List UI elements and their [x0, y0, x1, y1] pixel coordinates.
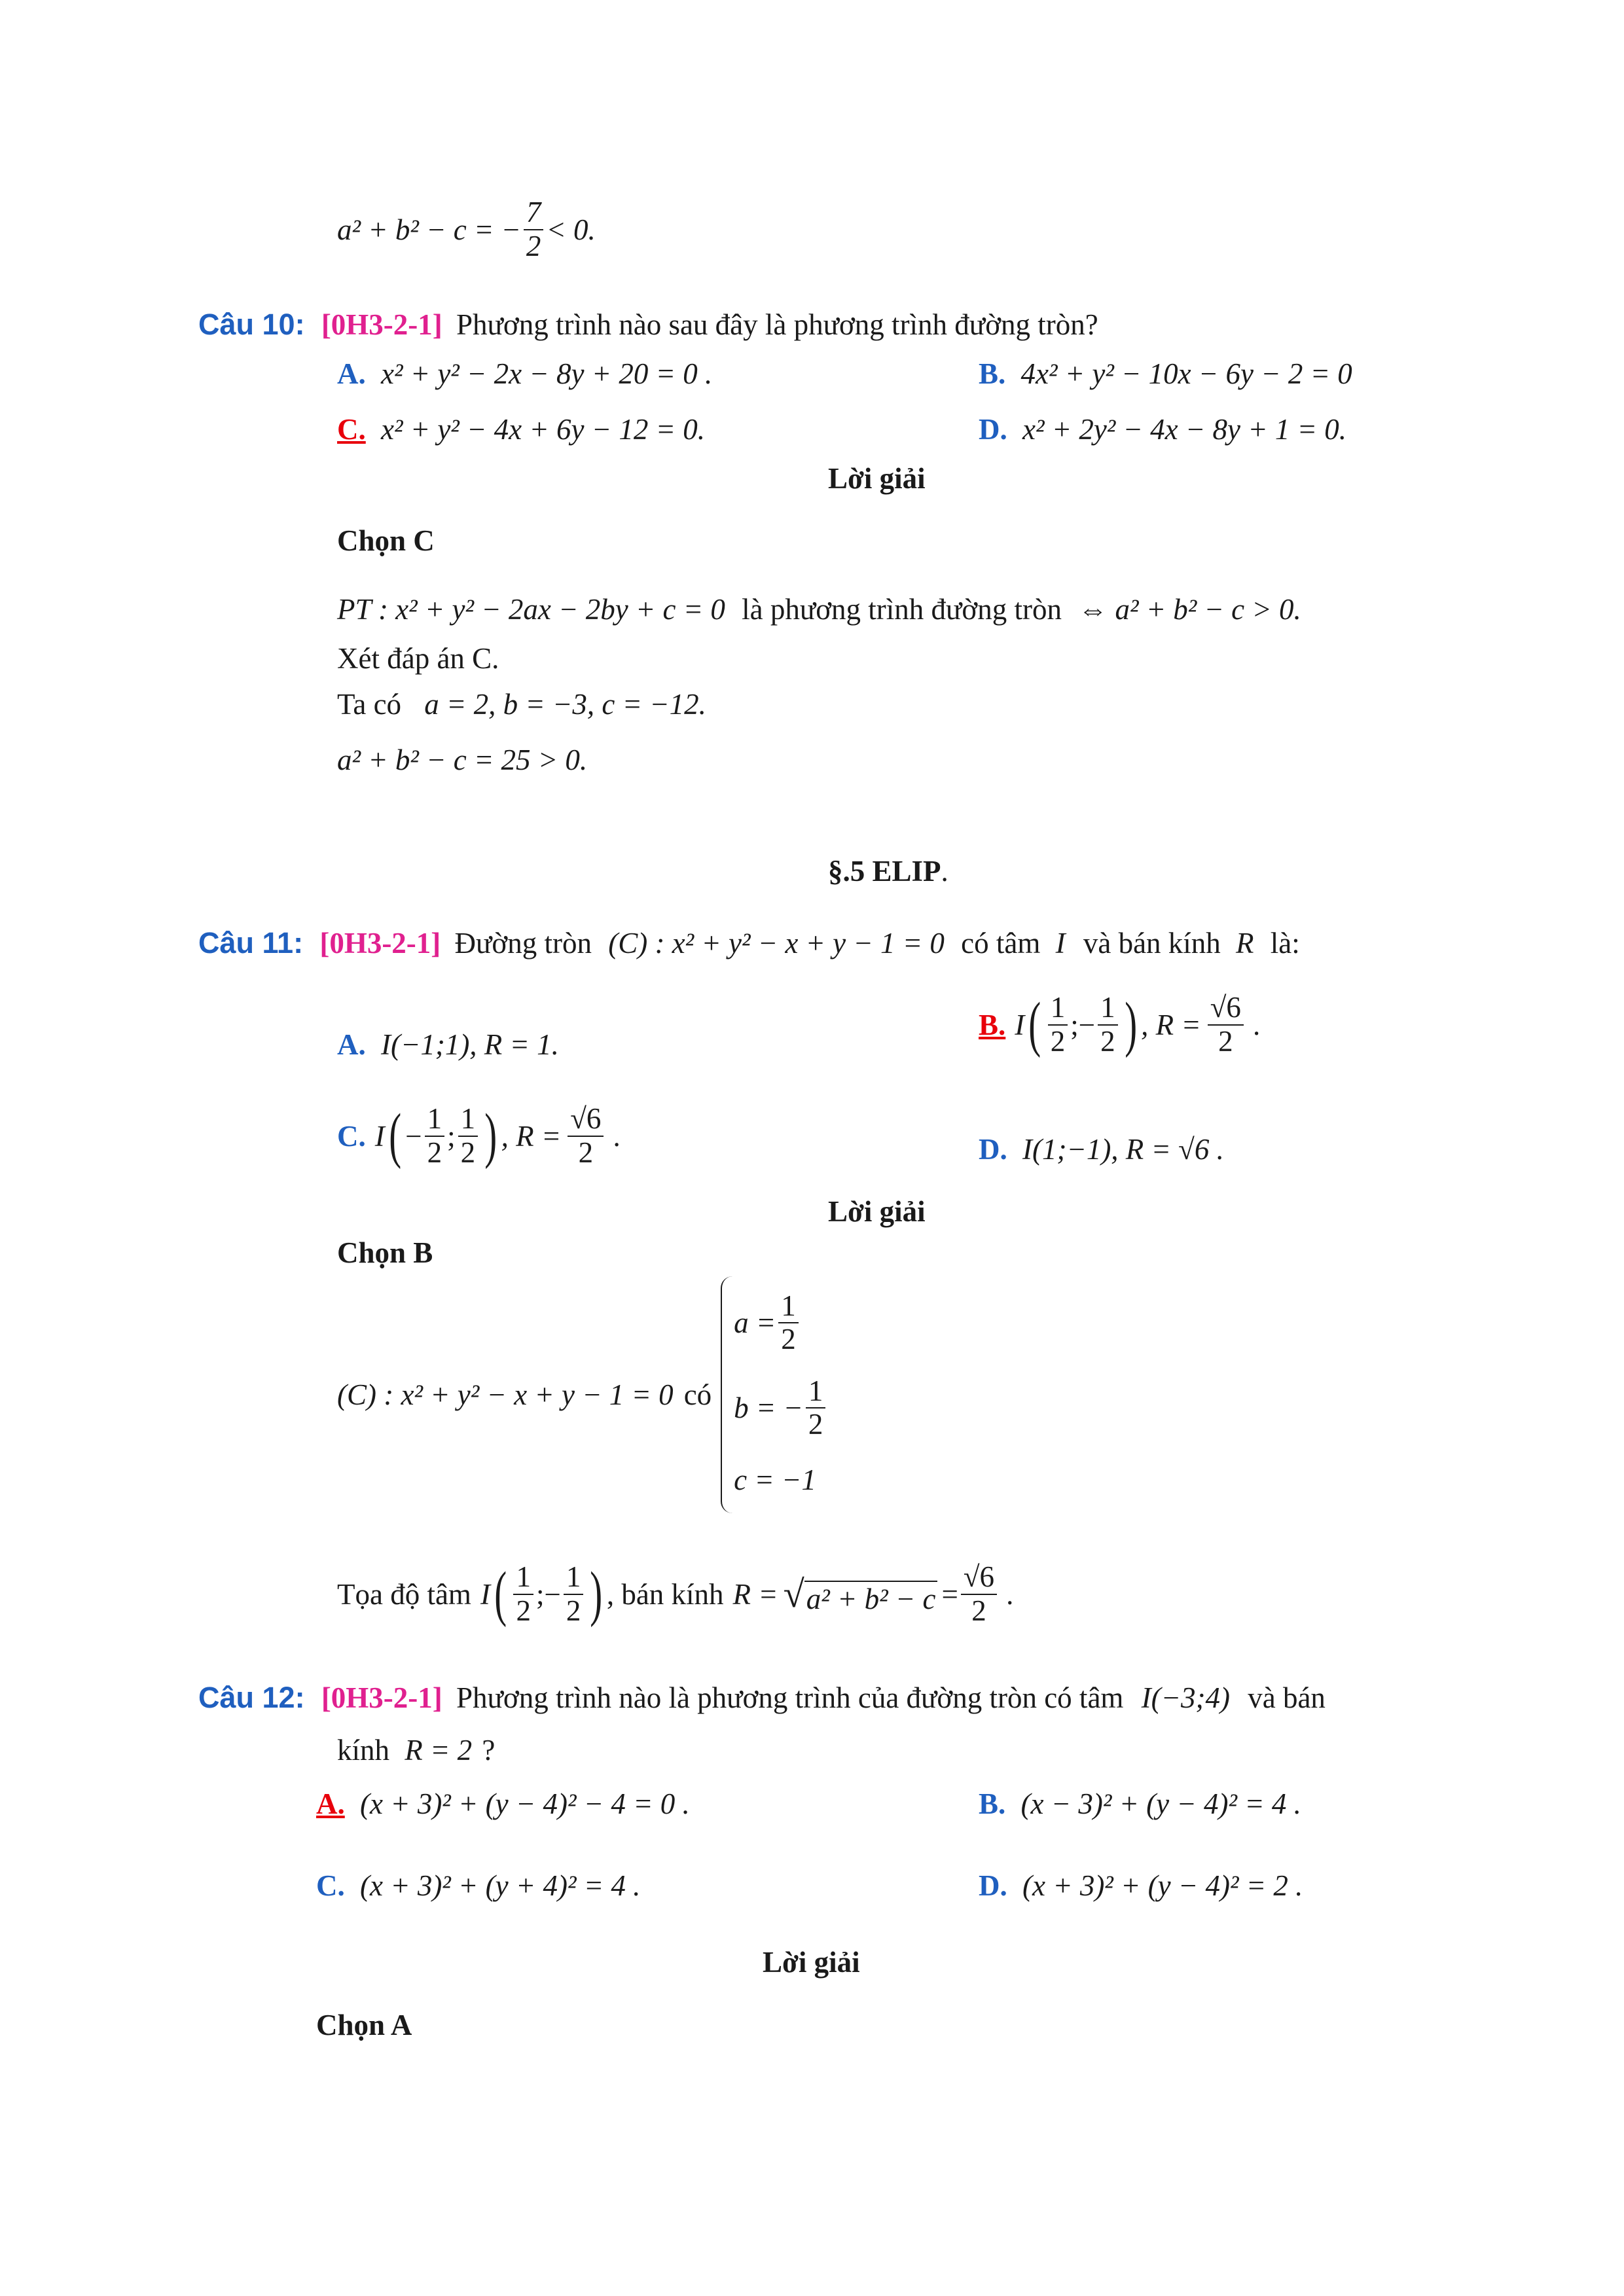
solution-line-3: Ta có a = 2, b = −3, c = −12. [337, 688, 706, 721]
question-11-header: Câu 11: [0H3-2-1] Đường tròn (C) : x² + y² − x + y − 1 = 0 có tâm I và bán kính R là: [198, 926, 1300, 960]
option-expr: x² + y² − 2x − 8y + 20 = 0 . [381, 357, 713, 390]
center-radius-line: Tọa độ tâm I ( $\frac{1}{2}$ ;− $\frac{1}{2}$ ) , bán kính R = √ a² + b² − c = $\frac{√6}{2}$ . [337, 1560, 1014, 1628]
option-c: C. I ( − $\frac{1}{2}$ ; $\frac{1}{2}$ ) , R = $\frac{√6}{2}$ . [337, 1102, 621, 1170]
system-brace [721, 1276, 828, 1513]
question-code: [0H3-2-1] [321, 1681, 442, 1714]
option-b: B. 4x² + y² − 10x − 6y − 2 = 0 [979, 357, 1352, 390]
right-paren: ) [1124, 990, 1137, 1059]
solution-choice: Chọn A [316, 2009, 412, 2041]
option-d: D. I(1;−1), R = √6 . [979, 1133, 1224, 1166]
option-a: A. I(−1;1), R = 1. [337, 1028, 559, 1061]
question-label: Câu 11: [198, 926, 304, 960]
option-expr: (x + 3)² + (y − 4)² − 4 = 0 . [360, 1787, 690, 1820]
question-code: [0H3-2-1] [321, 308, 442, 341]
system-row: b = − $\frac{1}{2}$ [734, 1365, 828, 1450]
solution-line-4: a² + b² − c = 25 > 0. [337, 744, 588, 776]
left-paren: ( [1028, 990, 1041, 1059]
system-row: a = $\frac{1}{2}$ [734, 1280, 828, 1365]
option-b: B. (x − 3)² + (y − 4)² = 4 . [979, 1787, 1301, 1820]
prev-expr-b: < 0. [546, 213, 596, 246]
option-a: A. x² + y² − 2x − 8y + 20 = 0 . [337, 357, 713, 390]
solution-title: Lời giải [763, 1946, 860, 1979]
question-label: Câu 10: [198, 308, 305, 341]
option-expr: (x + 3)² + (y − 4)² = 2 . [1022, 1869, 1303, 1902]
option-expr: x² + 2y² − 4x − 8y + 1 = 0. [1022, 413, 1346, 446]
equation-system: (C) : x² + y² − x + y − 1 = 0 có a = $\frac{1}{2}$ b = − $\frac{1}{2}$ c = −1 [337, 1276, 828, 1513]
option-a-correct: A. (x + 3)² + (y − 4)² − 4 = 0 . [316, 1787, 690, 1820]
option-expr: I(1;−1), R = √6 . [1022, 1133, 1224, 1166]
system-row: c = −1 [734, 1463, 816, 1496]
left-paren: ( [494, 1560, 507, 1628]
question-code: [0H3-2-1] [319, 927, 441, 960]
question-label: Câu 12: [198, 1681, 305, 1714]
solution-choice: Chọn C [337, 524, 435, 557]
option-c: C. (x + 3)² + (y + 4)² = 4 . [316, 1869, 641, 1902]
solution-title: Lời giải [828, 462, 926, 495]
option-expr: 4x² + y² − 10x − 6y − 2 = 0 [1020, 357, 1352, 390]
option-d: D. x² + 2y² − 4x − 8y + 1 = 0. [979, 413, 1346, 446]
option-c-correct: C. x² + y² − 4x + 6y − 12 = 0. [337, 413, 705, 446]
right-paren: ) [590, 1560, 603, 1628]
question-12-line-2: kính R = 2 ? [337, 1734, 496, 1767]
sqrt-expr: √ a² + b² − c [784, 1572, 938, 1616]
sqrt-sign: √ [783, 1573, 804, 1615]
solution-line-1: PT : x² + y² − 2ax − 2by + c = 0 là phương trình đường tròn ⇔ a² + b² − c > 0. [337, 593, 1301, 626]
solution-line-2: Xét đáp án C. [337, 642, 499, 675]
solution-choice: Chọn B [337, 1236, 433, 1269]
option-expr: (x − 3)² + (y − 4)² = 4 . [1020, 1787, 1301, 1820]
prev-fraction: $\frac{7}{2}$ [524, 196, 544, 262]
left-paren: ( [389, 1102, 401, 1170]
question-10-header [198, 308, 1098, 342]
question-12-header: Câu 12: [0H3-2-1] Phương trình nào là phương trình của đường tròn có tâm I(−3;4) và bán [198, 1681, 1326, 1714]
option-expr: I(−1;1), R = 1. [381, 1028, 559, 1061]
option-expr: x² + y² − 4x + 6y − 12 = 0. [381, 413, 705, 446]
option-expr: (x + 3)² + (y + 4)² = 4 . [360, 1869, 641, 1902]
prev-result [337, 196, 596, 262]
option-b-correct: B. I ( $\frac{1}{2}$ ;− $\frac{1}{2}$ ) , R = $\frac{√6}{2}$ . [979, 990, 1261, 1059]
option-d: D. (x + 3)² + (y − 4)² = 2 . [979, 1869, 1303, 1902]
question-text: Phương trình nào sau đây là phương trình đường tròn? [456, 308, 1098, 341]
prev-expr-a: a² + b² − c = − [337, 213, 521, 246]
solution-title: Lời giải [828, 1195, 926, 1228]
right-paren: ) [484, 1102, 497, 1170]
section-title: §.5 ELIP. [828, 855, 948, 888]
